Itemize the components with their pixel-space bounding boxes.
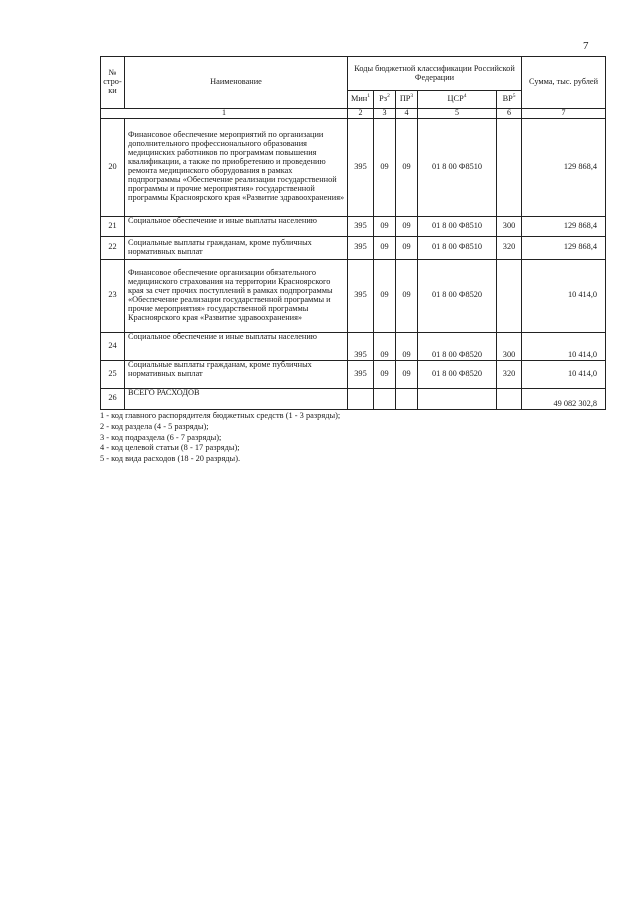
footnote-5: 5 - код вида расходов (18 - 20 разряды). xyxy=(100,454,241,464)
footnotes xyxy=(100,411,340,465)
row-name: Финансовое обеспечение мероприятий по организации дополнительного профессионального образования медицинских работников по программам повышения квалификации, а также по приобретению и проведению ремонта медицинского оборудования в рамках подпрограммы «Обеспечение реализации государственной программы и прочие мероприятия» государственной программы Красноярского края «Развитие здравоохранения» xyxy=(125,118,348,216)
total-row-min xyxy=(348,388,374,409)
row-csr: 01 8 00 Ф8510 xyxy=(418,118,497,216)
row-rz: 09 xyxy=(374,259,396,332)
row-rz: 09 xyxy=(374,360,396,388)
row-vr: 300 xyxy=(497,332,522,360)
total-row-number: 26 xyxy=(101,388,125,409)
header-pr: $ПР^3$ xyxy=(396,91,418,109)
row-sum: 10 414,0 xyxy=(522,259,606,332)
row-number: 24 xyxy=(101,332,125,360)
row-pr: 09 xyxy=(396,118,418,216)
row-number: 23 xyxy=(101,259,125,332)
row-sum: 10 414,0 xyxy=(522,360,606,388)
row-rz: 09 xyxy=(374,118,396,216)
row-sum: 129 868,4 xyxy=(522,236,606,259)
column-number-5: 5 xyxy=(418,109,497,119)
header-min: Мин$^1$ xyxy=(348,91,374,109)
total-row-vr xyxy=(497,388,522,409)
row-name: Социальное обеспечение и иные выплаты населению xyxy=(125,332,348,360)
row-min: 395 xyxy=(348,236,374,259)
header-row-top xyxy=(101,57,606,91)
row-vr xyxy=(497,118,522,216)
header-vr-sup: 5 xyxy=(512,93,516,100)
footnote-4: 4 - код целевой статьи (8 - 17 разряды); xyxy=(100,443,240,453)
row-min: 395 xyxy=(348,332,374,360)
row-pr: 09 xyxy=(396,332,418,360)
row-csr: 01 8 00 Ф8510 xyxy=(418,216,497,236)
column-number-1: 1 xyxy=(101,109,348,119)
row-pr: 09 xyxy=(396,236,418,259)
header-sum: Сумма, тыс. рублей xyxy=(522,57,606,109)
row-csr: 01 8 00 Ф8520 xyxy=(418,360,497,388)
row-number: 21 xyxy=(101,216,125,236)
row-number: 22 xyxy=(101,236,125,259)
row-pr: 09 xyxy=(396,259,418,332)
header-csr-sup: 4 xyxy=(463,93,467,100)
row-vr: 320 xyxy=(497,236,522,259)
row-csr: 01 8 00 Ф8520 xyxy=(418,259,497,332)
total-row-sum: 49 082 302,8 xyxy=(522,388,606,409)
total-row-pr xyxy=(396,388,418,409)
row-pr: 09 xyxy=(396,360,418,388)
column-number-2: 2 xyxy=(348,109,374,119)
row-vr xyxy=(497,259,522,332)
row-min: 395 xyxy=(348,216,374,236)
header-codes-group: Коды бюджетной классификации Российской Федерации xyxy=(348,57,522,91)
table-row xyxy=(101,259,606,332)
footnote-1: 1 - код главного распорядителя бюджетных средств (1 - 3 разряды); xyxy=(100,411,341,420)
row-number: 20 xyxy=(101,118,125,216)
header-min-sup: 1 xyxy=(367,93,370,100)
header-row-no: № стро-ки xyxy=(101,57,125,109)
header-name: Наименование xyxy=(125,57,348,109)
header-rz: $Рз^2$ xyxy=(374,91,396,109)
row-rz: 09 xyxy=(374,332,396,360)
row-name: Социальные выплаты гражданам, кроме публичных нормативных выплат xyxy=(125,236,348,259)
total-row xyxy=(101,388,606,409)
table-row xyxy=(101,332,606,360)
table-row xyxy=(101,118,606,216)
column-number-7: 7 xyxy=(522,109,606,119)
row-sum: 129 868,4 xyxy=(522,216,606,236)
row-pr: 09 xyxy=(396,216,418,236)
header-vr: $ВР^5$ xyxy=(497,91,522,109)
row-rz: 09 xyxy=(374,236,396,259)
row-number: 25 xyxy=(101,360,125,388)
row-sum: 129 868,4 xyxy=(522,118,606,216)
row-vr: 320 xyxy=(497,360,522,388)
row-min: 395 xyxy=(348,118,374,216)
row-sum: 10 414,0 xyxy=(522,332,606,360)
column-number-6: 6 xyxy=(497,109,522,119)
row-name: Социальное обеспечение и иные выплаты населению xyxy=(125,216,348,236)
column-numbers-row xyxy=(101,109,606,119)
row-rz: 09 xyxy=(374,216,396,236)
budget-table xyxy=(100,56,606,410)
table-row xyxy=(101,236,606,259)
row-min: 395 xyxy=(348,259,374,332)
footnote-3: 3 - код подраздела (6 - 7 разряды); xyxy=(100,432,222,442)
row-name: Финансовое обеспечение организации обязательного медицинского страхования на территории Красноярского края за счет прочих поступлений в рамках подпрограммы «Обеспечение реализации государственной программы и прочие мероприятия» государственной программы Красноярского края «Развитие здравоохранения» xyxy=(125,259,348,332)
row-vr: 300 xyxy=(497,216,522,236)
header-csr: ЦСР$^4$ xyxy=(418,91,497,109)
total-row-name: ВСЕГО РАСХОДОВ xyxy=(125,388,348,409)
column-number-4: 4 xyxy=(396,109,418,119)
table-row xyxy=(101,360,606,388)
total-row-csr xyxy=(418,388,497,409)
row-csr: 01 8 00 Ф8520 xyxy=(418,332,497,360)
row-name: Социальные выплаты гражданам, кроме публичных нормативных выплат xyxy=(125,360,348,388)
footnote-2: 2 - код раздела (4 - 5 разряды); xyxy=(100,421,209,431)
header-rz-sup: 2 xyxy=(387,93,390,100)
page-number: 7 xyxy=(583,40,589,52)
table-row xyxy=(101,216,606,236)
total-row-rz xyxy=(374,388,396,409)
column-number-3: 3 xyxy=(374,109,396,119)
row-csr: 01 8 00 Ф8510 xyxy=(418,236,497,259)
row-min: 395 xyxy=(348,360,374,388)
header-pr-sup: 3 xyxy=(410,93,414,100)
